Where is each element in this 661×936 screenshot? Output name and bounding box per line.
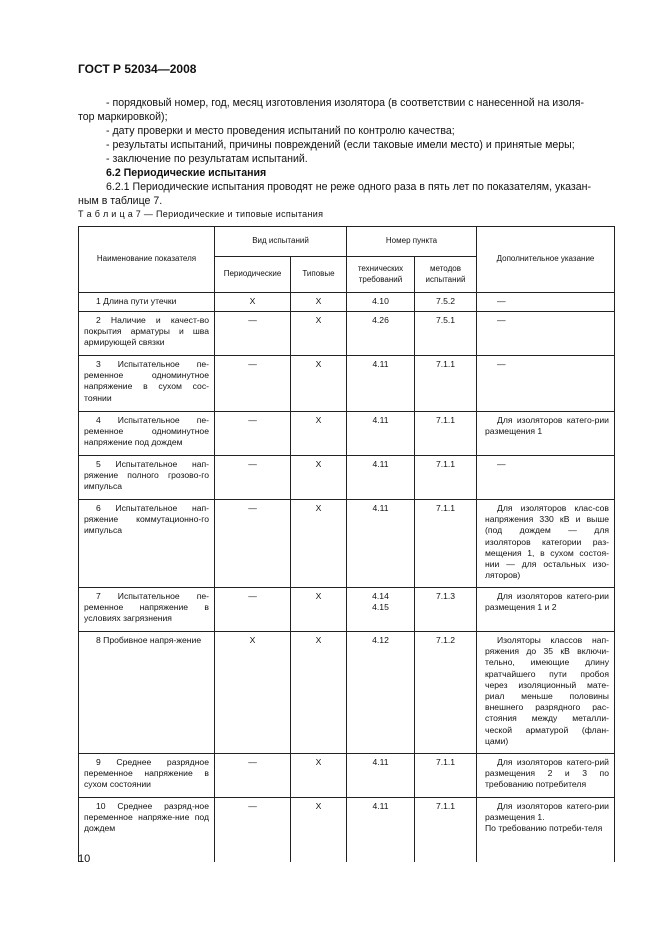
row-note: — (477, 312, 615, 356)
periodic-tests-table (78, 226, 615, 862)
clause-6-2-1-cont: ным в таблице 7. (78, 195, 163, 207)
bullet-serial-number-cont: тор маркировкой); (78, 111, 168, 123)
row-tech-clause: 4.11 (347, 500, 415, 588)
row-tech-clause: 4.14 4.15 (347, 588, 415, 632)
section-heading: 6.2 Периодические испытания (106, 167, 267, 179)
row-typical: X (291, 312, 347, 356)
page-number: 10 (78, 853, 91, 865)
row-method-clause: 7.1.1 (415, 356, 477, 412)
row-typical: X (291, 293, 347, 312)
row-note: Для изоляторов катего-рии размещения 1 (477, 412, 615, 456)
header-methods: методов испытаний (415, 257, 477, 293)
intro-block (78, 96, 614, 208)
row-note: — (477, 293, 615, 312)
row-note: — (477, 456, 615, 500)
row-name: 9 Среднее разрядное переменное напряжение в сухом состоянии (79, 754, 215, 798)
row-method-clause: 7.1.1 (415, 798, 477, 862)
clause-6-2-1: 6.2.1 Периодические испытания проводят не реже одного раза в пять лет по показателям, указан- (106, 181, 592, 193)
table-row (79, 312, 615, 356)
row-periodic: — (215, 412, 291, 456)
bullet-check-date: - дату проверки и место проведения испытаний по контролю качества; (106, 125, 455, 137)
row-periodic: — (215, 798, 291, 862)
table-row (79, 456, 615, 500)
row-name: 1 Длина пути утечки (79, 293, 215, 312)
table-row (79, 798, 615, 862)
header-name: Наименование показателя (79, 227, 215, 293)
row-typical: X (291, 456, 347, 500)
row-periodic: X (215, 293, 291, 312)
row-method-clause: 7.5.2 (415, 293, 477, 312)
row-note: Изоляторы классов нап-ряжения до 35 кВ включи-тельно, имеющие длину кратчайшего пути пробоя через изоляционный мате-риал меньше половины внешнего разрядного рас-стояния между металли-ческой арматурой (флан-цами) (477, 632, 615, 754)
row-note: Для изоляторов катего-рий размещения 2 и 3 по требованию потребителя (477, 754, 615, 798)
table-row (79, 356, 615, 412)
row-name: 3 Испытательное пе-ременное одноминутное напряжение в сухом сос-тоянии (79, 356, 215, 412)
row-note: Для изоляторов клас-сов напряжения 330 кВ и выше (под дождем — для изоляторов категории раз-мещения 1, в сухом состоя-нии — для остальных изо-ляторов) (477, 500, 615, 588)
row-method-clause: 7.1.1 (415, 754, 477, 798)
bullet-serial-number: - порядковый номер, год, месяц изготовления изолятора (в соответствии с нанесенной на изоля- (106, 97, 585, 109)
row-name: 2 Наличие и качест-во покрытия арматуры и шва армирующей связки (79, 312, 215, 356)
row-periodic: X (215, 632, 291, 754)
row-tech-clause: 4.12 (347, 632, 415, 754)
row-periodic: — (215, 588, 291, 632)
header-clause: Номер пункта (347, 227, 477, 257)
table-row (79, 500, 615, 588)
header-periodic: Периодические (215, 257, 291, 293)
row-tech-clause: 4.11 (347, 754, 415, 798)
row-periodic: — (215, 754, 291, 798)
row-method-clause: 7.1.1 (415, 412, 477, 456)
row-periodic: — (215, 500, 291, 588)
row-tech-clause: 4.26 (347, 312, 415, 356)
header-typical: Типовые (291, 257, 347, 293)
row-name: 6 Испытательное нап-ряжение коммутационно-го импульса (79, 500, 215, 588)
table-row (79, 588, 615, 632)
row-tech-clause: 4.11 (347, 798, 415, 862)
row-typical: X (291, 588, 347, 632)
row-tech-clause: 4.10 (347, 293, 415, 312)
row-typical: X (291, 412, 347, 456)
row-typical: X (291, 754, 347, 798)
header-tech-req: технических требований (347, 257, 415, 293)
document-header: ГОСТ Р 52034—2008 (78, 62, 197, 76)
row-periodic: — (215, 312, 291, 356)
row-periodic: — (215, 456, 291, 500)
header-test-type: Вид испытаний (215, 227, 347, 257)
row-name: 10 Среднее разряд-ное переменное напряже-ние под дождем (79, 798, 215, 862)
row-typical: X (291, 632, 347, 754)
row-method-clause: 7.1.3 (415, 588, 477, 632)
bullet-conclusion: - заключение по результатам испытаний. (106, 153, 308, 165)
row-note: Для изоляторов катего-рии размещения 1. По требованию потреби-теля (477, 798, 615, 862)
table-row (79, 632, 615, 754)
row-tech-clause: 4.11 (347, 356, 415, 412)
row-periodic: — (215, 356, 291, 412)
row-method-clause: 7.5.1 (415, 312, 477, 356)
row-tech-clause: 4.11 (347, 456, 415, 500)
table-row (79, 754, 615, 798)
bullet-test-results: - результаты испытаний, причины повреждений (если таковые имели место) и принятые меры; (106, 139, 575, 151)
table-row (79, 293, 615, 312)
row-note: Для изоляторов катего-рии размещения 1 и 2 (477, 588, 615, 632)
row-tech-clause: 4.11 (347, 412, 415, 456)
row-typical: X (291, 500, 347, 588)
table-row (79, 412, 615, 456)
row-name: 7 Испытательное пе-ременное напряжение в условиях загрязнения (79, 588, 215, 632)
row-name: 8 Пробивное напря-жение (79, 632, 215, 754)
row-name: 5 Испытательное нап-ряжение полного грозово-го импульса (79, 456, 215, 500)
row-note: — (477, 356, 615, 412)
row-method-clause: 7.1.1 (415, 500, 477, 588)
row-name: 4 Испытательное пе-ременное одноминутное напряжение под дождем (79, 412, 215, 456)
row-method-clause: 7.1.2 (415, 632, 477, 754)
row-typical: X (291, 798, 347, 862)
header-note: Дополнительное указание (477, 227, 615, 293)
row-method-clause: 7.1.1 (415, 456, 477, 500)
table-caption: Т а б л и ц а 7 — Периодические и типовые испытания (78, 209, 324, 219)
row-typical: X (291, 356, 347, 412)
